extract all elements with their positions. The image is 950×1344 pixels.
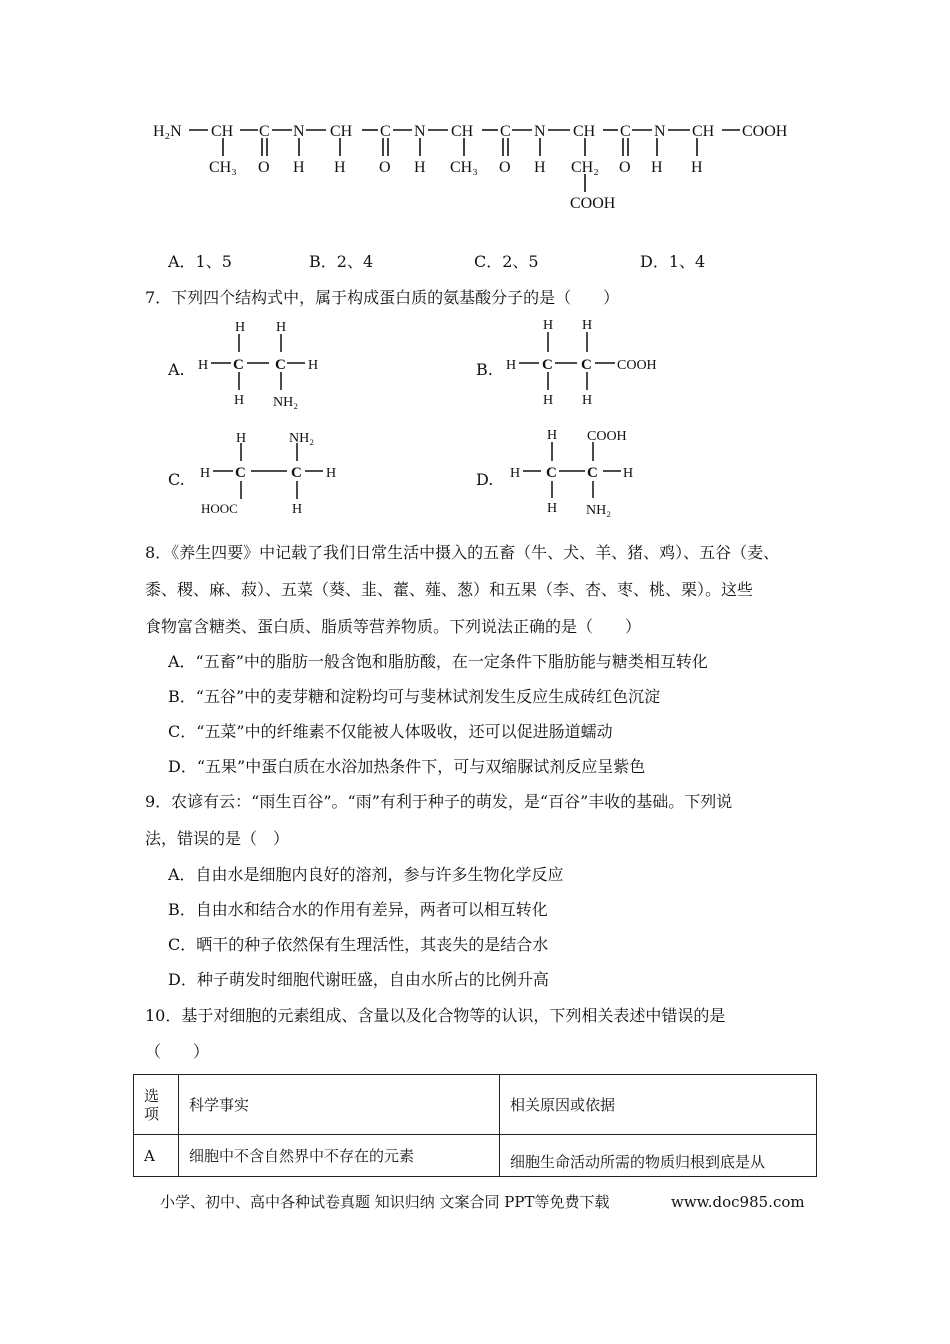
peptide-atom: CH₃ xyxy=(209,159,237,176)
q7-label-d[interactable]: D. xyxy=(476,470,494,489)
q9-option-d[interactable]: D．种子萌发时细胞代谢旺盛，自由水所占的比例升高 xyxy=(168,970,549,989)
q10-table xyxy=(133,1074,817,1177)
table-header-cell: 相关原因或依据 xyxy=(500,1075,817,1135)
peptide-atom: N xyxy=(654,123,666,140)
q8-stem-line: 食物富含糖类、蛋白质、脂质等营养物质。下列说法正确的是（ ） xyxy=(145,617,642,636)
peptide-atom: N xyxy=(414,123,426,140)
svg-text:NH₂: NH₂ xyxy=(586,503,612,518)
svg-text:C: C xyxy=(581,357,592,373)
svg-text:COOH: COOH xyxy=(587,429,627,444)
q8-stem-line: 黍、稷、麻、菽）、五菜（葵、韭、藿、薤、葱）和五果（李、杏、枣、桃、栗）。这些 xyxy=(145,580,754,599)
svg-text:H: H xyxy=(276,320,287,335)
svg-text:H: H xyxy=(200,466,211,481)
footer-url[interactable]: www.doc985.com xyxy=(671,1193,805,1211)
svg-text:C: C xyxy=(587,465,598,481)
q7-label-c[interactable]: C. xyxy=(168,470,185,489)
peptide-atom: H xyxy=(334,159,346,176)
svg-text:H: H xyxy=(547,501,558,516)
svg-text:C: C xyxy=(235,465,246,481)
q6-option-a[interactable]: A．1、5 xyxy=(168,252,232,271)
q8-option-a[interactable]: A．“五畜”中的脂肪一般含饱和脂肪酸，在一定条件下脂肪能与糖类相互转化 xyxy=(168,652,708,671)
peptide-atom: N xyxy=(534,123,546,140)
peptide-atom: CH xyxy=(330,123,353,140)
q10-stem: 10．基于对细胞的元素组成、含量以及化合物等的认识，下列相关表述中错误的是 xyxy=(145,1006,726,1025)
q8-option-d[interactable]: D．“五果”中蛋白质在水浴加热条件下，可与双缩脲试剂反应呈紫色 xyxy=(168,757,646,776)
footer-text: 小学、初中、高中各种试卷真题 知识归纳 文案合同 PPT等免费下载 xyxy=(160,1193,610,1211)
svg-text:C: C xyxy=(291,465,302,481)
table-cell: 细胞生命活动所需的物质归根到底是从 xyxy=(500,1135,817,1177)
q10-blank: （ ） xyxy=(145,1042,210,1061)
svg-text:HOOC: HOOC xyxy=(201,501,238,516)
peptide-atom: COOH xyxy=(570,195,616,212)
peptide-atom: CH xyxy=(451,123,474,140)
svg-text:H: H xyxy=(547,428,558,443)
peptide-structure xyxy=(0,110,950,220)
peptide-atom: CH₃ xyxy=(450,159,478,176)
table-row xyxy=(134,1135,817,1177)
q9-option-c[interactable]: C．晒干的种子依然保有生理活性，其丧失的是结合水 xyxy=(168,935,549,954)
q9-option-a[interactable]: A．自由水是细胞内良好的溶剂，参与许多生物化学反应 xyxy=(168,865,564,884)
peptide-atom: N xyxy=(293,123,305,140)
svg-text:C: C xyxy=(542,357,553,373)
table-header-row xyxy=(134,1075,817,1135)
peptide-atom: H xyxy=(691,159,703,176)
q8-option-b[interactable]: B．“五谷”中的麦芽糖和淀粉均可与斐林试剂发生反应生成砖红色沉淀 xyxy=(168,687,661,706)
peptide-atom: C xyxy=(500,123,511,140)
peptide-atom: H xyxy=(414,159,426,176)
svg-text:C: C xyxy=(275,357,286,373)
peptide-atom: CH xyxy=(211,123,234,140)
table-cell: A xyxy=(134,1135,179,1177)
q7-label-a[interactable]: A. xyxy=(168,360,185,379)
q7-structure-d xyxy=(505,424,655,520)
svg-text:H: H xyxy=(308,358,319,373)
table-header-cell: 科学事实 xyxy=(179,1075,500,1135)
peptide-atom: C xyxy=(620,123,631,140)
svg-text:H: H xyxy=(582,318,593,333)
svg-text:H: H xyxy=(292,502,303,517)
peptide-atom: CH xyxy=(692,123,715,140)
q9-stem-line: 法，错误的是（ ） xyxy=(145,829,290,848)
svg-text:H: H xyxy=(506,358,517,373)
q7-structure-a xyxy=(195,318,335,413)
peptide-atom: C xyxy=(259,123,270,140)
q9-stem-line: 9．农谚有云：“雨生百谷”。“雨”有利于种子的萌发，是“百谷”丰收的基础。下列说 xyxy=(145,792,733,811)
svg-text:H: H xyxy=(235,320,246,335)
peptide-atom: O xyxy=(379,159,391,176)
q6-option-d[interactable]: D．1、4 xyxy=(640,252,706,271)
svg-text:H: H xyxy=(510,466,521,481)
peptide-atom: H xyxy=(534,159,546,176)
svg-text:C: C xyxy=(546,465,557,481)
peptide-atom: O xyxy=(499,159,511,176)
svg-text:H: H xyxy=(623,466,634,481)
peptide-atom: C xyxy=(380,123,391,140)
peptide-atom: CH xyxy=(573,123,596,140)
q6-option-b[interactable]: B．2、4 xyxy=(309,252,374,271)
peptide-atom: O xyxy=(619,159,631,176)
q7-structure-b xyxy=(503,316,678,411)
q7-structure-c xyxy=(195,427,355,522)
peptide-atom: CH₂ xyxy=(571,159,599,176)
svg-text:H: H xyxy=(543,393,554,408)
table-header-cell: 选 项 xyxy=(134,1075,179,1135)
peptide-atom: H xyxy=(651,159,663,176)
q7-stem: 7．下列四个结构式中，属于构成蛋白质的氨基酸分子的是（ ） xyxy=(145,288,620,307)
svg-text:H: H xyxy=(234,393,245,408)
svg-text:H: H xyxy=(236,431,247,446)
q9-option-b[interactable]: B．自由水和结合水的作用有差异，两者可以相互转化 xyxy=(168,900,548,919)
table-cell: 细胞中不含自然界中不存在的元素 xyxy=(179,1135,500,1177)
svg-text:H: H xyxy=(326,466,337,481)
svg-text:H: H xyxy=(543,318,554,333)
peptide-atom: H xyxy=(293,159,305,176)
peptide-atom: O xyxy=(258,159,270,176)
peptide-atom: H₂N xyxy=(153,123,182,140)
peptide-atom: COOH xyxy=(742,123,788,140)
svg-text:COOH: COOH xyxy=(617,358,657,373)
q8-option-c[interactable]: C．“五菜”中的纤维素不仅能被人体吸收，还可以促进肠道蠕动 xyxy=(168,722,613,741)
svg-text:NH₂: NH₂ xyxy=(289,431,315,446)
q6-option-c[interactable]: C．2、5 xyxy=(474,252,539,271)
q8-stem-line: 8．《养生四要》中记载了我们日常生活中摄入的五畜（牛、犬、羊、猪、鸡）、五谷（麦、 xyxy=(145,543,780,562)
svg-text:NH₂: NH₂ xyxy=(273,395,299,410)
svg-text:H: H xyxy=(582,393,593,408)
svg-text:H: H xyxy=(198,358,209,373)
svg-text:C: C xyxy=(233,357,244,373)
q7-label-b[interactable]: B. xyxy=(476,360,493,379)
